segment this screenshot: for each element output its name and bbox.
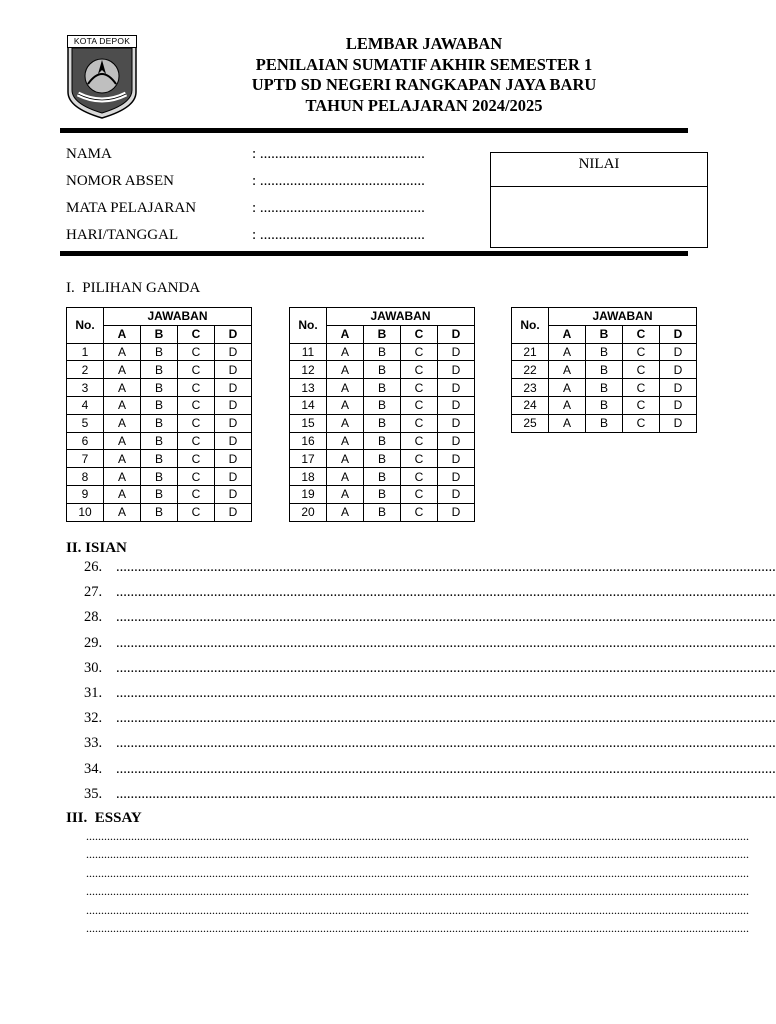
answer-option-d[interactable]: D — [215, 414, 252, 432]
isian-row — [84, 608, 776, 626]
isian-number: 26. — [84, 559, 103, 575]
answer-option-b[interactable]: B — [586, 379, 623, 397]
field-label-hari-tanggal: HARI/TANGGAL — [66, 227, 179, 243]
isian-answer-line[interactable]: ...................................................................................................................................................................................... — [116, 785, 776, 802]
table-row — [67, 396, 252, 414]
answer-option-d[interactable]: D — [215, 485, 252, 503]
answer-option-a[interactable]: A — [104, 379, 141, 397]
answer-option-b[interactable]: B — [364, 379, 401, 397]
answer-option-b[interactable]: B — [364, 450, 401, 468]
answer-option-a[interactable]: A — [104, 450, 141, 468]
answer-option-d[interactable]: D — [438, 450, 475, 468]
header-school: UPTD SD NEGERI RANGKAPAN JAYA BARU — [251, 75, 597, 94]
answer-option-b[interactable]: B — [141, 343, 178, 361]
table-row — [290, 432, 475, 450]
question-number: 14 — [290, 396, 327, 414]
answer-option-d[interactable]: D — [660, 361, 697, 379]
isian-answer-line[interactable]: ...................................................................................................................................................................................... — [116, 735, 776, 752]
table-row — [67, 361, 252, 379]
answer-option-a[interactable]: A — [104, 414, 141, 432]
header-assessment: PENILAIAN SUMATIF AKHIR SEMESTER 1 — [255, 54, 593, 74]
jawaban-header: JAWABAN — [549, 308, 697, 326]
question-number: 25 — [512, 414, 549, 432]
question-number: 21 — [512, 343, 549, 361]
field-label-nomor-absen: NOMOR ABSEN — [66, 173, 174, 189]
isian-number: 28. — [84, 609, 103, 626]
field-input-hari-tanggal[interactable]: : ............................................ — [252, 227, 425, 243]
answer-option-b[interactable]: B — [364, 468, 401, 486]
answer-option-c[interactable]: C — [401, 414, 438, 432]
answer-option-d[interactable]: D — [438, 379, 475, 397]
question-number: 11 — [290, 343, 327, 361]
question-number: 12 — [290, 361, 327, 379]
isian-row — [84, 785, 776, 803]
answer-option-b[interactable]: B — [364, 396, 401, 414]
answer-option-d[interactable]: D — [215, 396, 252, 414]
section-pilihan-ganda-title: I. PILIHAN GANDA — [66, 280, 201, 296]
option-header-a: A — [549, 325, 586, 343]
isian-row — [84, 634, 776, 652]
table-row — [290, 485, 475, 503]
answer-option-b[interactable]: B — [364, 414, 401, 432]
isian-row — [84, 760, 776, 778]
answer-option-d[interactable]: D — [438, 414, 475, 432]
answer-option-c[interactable]: C — [401, 396, 438, 414]
answer-option-b[interactable]: B — [141, 432, 178, 450]
nilai-label: NILAI — [491, 153, 707, 187]
option-header-b: B — [141, 325, 178, 343]
table-row — [512, 379, 697, 397]
answer-option-c[interactable]: C — [178, 450, 215, 468]
isian-row — [84, 684, 776, 702]
question-number: 3 — [67, 379, 104, 397]
isian-answer-line[interactable]: ...................................................................................................................................................................................... — [116, 685, 776, 701]
table-row — [290, 468, 475, 486]
answer-option-c[interactable]: C — [178, 396, 215, 414]
answer-option-b[interactable]: B — [364, 485, 401, 503]
answer-option-a[interactable]: A — [104, 361, 141, 379]
answer-option-c[interactable]: C — [178, 361, 215, 379]
answer-option-a[interactable]: A — [104, 503, 141, 521]
jawaban-header: JAWABAN — [327, 308, 475, 326]
question-number: 6 — [67, 432, 104, 450]
no-header: No. — [290, 308, 327, 344]
answer-option-b[interactable]: B — [364, 503, 401, 521]
answer-option-c[interactable]: C — [401, 432, 438, 450]
answer-table-1 — [66, 307, 252, 522]
section-isian-title: II. ISIAN — [66, 540, 127, 556]
answer-option-a[interactable]: A — [327, 468, 364, 486]
answer-option-d[interactable]: D — [438, 468, 475, 486]
answer-option-a[interactable]: A — [327, 361, 364, 379]
answer-option-c[interactable]: C — [178, 485, 215, 503]
field-input-nama[interactable]: : ............................................ — [252, 146, 425, 162]
answer-table-3 — [511, 307, 697, 433]
answer-option-b[interactable]: B — [364, 432, 401, 450]
jawaban-header: JAWABAN — [104, 308, 252, 326]
answer-option-a[interactable]: A — [104, 468, 141, 486]
answer-option-a[interactable]: A — [327, 343, 364, 361]
isian-answer-line[interactable]: ...................................................................................................................................................................................... — [116, 710, 776, 727]
answer-option-a[interactable]: A — [327, 503, 364, 521]
kota-depok-logo — [64, 34, 140, 120]
table-row — [67, 450, 252, 468]
table-row — [67, 432, 252, 450]
field-label-mata-pelajaran: MATA PELAJARAN — [66, 200, 197, 216]
answer-option-d[interactable]: D — [438, 361, 475, 379]
answer-option-a[interactable]: A — [327, 379, 364, 397]
answer-option-a[interactable]: A — [549, 361, 586, 379]
table-row — [290, 396, 475, 414]
table-row — [67, 485, 252, 503]
isian-answer-line[interactable]: ...................................................................................................................................................................................... — [116, 609, 776, 626]
answer-option-c[interactable]: C — [623, 379, 660, 397]
isian-number: 32. — [84, 710, 103, 727]
table-row — [67, 503, 252, 521]
isian-row — [84, 659, 776, 677]
question-number: 19 — [290, 485, 327, 503]
answer-option-a[interactable]: A — [104, 343, 141, 361]
question-number: 8 — [67, 468, 104, 486]
answer-option-b[interactable]: B — [141, 468, 178, 486]
essay-answer-line[interactable]: ............................................................................................................................................................................................................................. — [86, 921, 749, 935]
answer-option-a[interactable]: A — [327, 485, 364, 503]
answer-option-d[interactable]: D — [215, 432, 252, 450]
table-row — [290, 379, 475, 397]
answer-option-b[interactable]: B — [141, 414, 178, 432]
option-header-c: C — [401, 325, 438, 343]
answer-option-c[interactable]: C — [623, 361, 660, 379]
question-number: 4 — [67, 396, 104, 414]
answer-option-a[interactable]: A — [327, 396, 364, 414]
table-row — [290, 503, 475, 521]
answer-option-d[interactable]: D — [215, 450, 252, 468]
answer-option-d[interactable]: D — [660, 414, 697, 432]
option-header-b: B — [364, 325, 401, 343]
answer-option-c[interactable]: C — [178, 432, 215, 450]
answer-option-d[interactable]: D — [438, 485, 475, 503]
question-number: 22 — [512, 361, 549, 379]
option-header-d: D — [660, 325, 697, 343]
question-number: 7 — [67, 450, 104, 468]
question-number: 16 — [290, 432, 327, 450]
isian-row — [84, 709, 776, 727]
table-row — [512, 343, 697, 361]
answer-option-b[interactable]: B — [141, 396, 178, 414]
answer-option-b[interactable]: B — [586, 396, 623, 414]
question-number: 5 — [67, 414, 104, 432]
answer-option-a[interactable]: A — [104, 432, 141, 450]
answer-option-a[interactable]: A — [327, 414, 364, 432]
answer-option-b[interactable]: B — [586, 343, 623, 361]
answer-option-b[interactable]: B — [364, 343, 401, 361]
answer-option-d[interactable]: D — [660, 343, 697, 361]
answer-option-c[interactable]: C — [401, 450, 438, 468]
answer-option-c[interactable]: C — [401, 343, 438, 361]
answer-option-c[interactable]: C — [401, 361, 438, 379]
answer-option-c[interactable]: C — [623, 396, 660, 414]
answer-option-b[interactable]: B — [364, 361, 401, 379]
option-header-c: C — [623, 325, 660, 343]
answer-option-a[interactable]: A — [549, 396, 586, 414]
answer-option-d[interactable]: D — [660, 396, 697, 414]
isian-number: 27. — [84, 584, 103, 601]
answer-option-d[interactable]: D — [215, 343, 252, 361]
question-number: 2 — [67, 361, 104, 379]
table-row — [512, 414, 697, 432]
answer-option-d[interactable]: D — [438, 343, 475, 361]
isian-row — [84, 558, 776, 576]
table-row — [290, 450, 475, 468]
isian-row — [84, 734, 776, 752]
field-label-nama: NAMA — [66, 146, 112, 162]
nilai-box — [490, 152, 708, 248]
option-header-d: D — [438, 325, 475, 343]
answer-option-b[interactable]: B — [586, 414, 623, 432]
section-essay-title: III. ESSAY — [66, 810, 142, 826]
no-header: No. — [512, 308, 549, 344]
question-number: 17 — [290, 450, 327, 468]
isian-number: 30. — [84, 659, 103, 676]
answer-option-a[interactable]: A — [549, 379, 586, 397]
answer-option-c[interactable]: C — [401, 468, 438, 486]
isian-number: 33. — [84, 735, 103, 752]
answer-option-d[interactable]: D — [215, 503, 252, 521]
table-row — [290, 343, 475, 361]
answer-option-b[interactable]: B — [141, 361, 178, 379]
answer-option-b[interactable]: B — [586, 361, 623, 379]
table-row — [290, 361, 475, 379]
isian-number: 29. — [84, 634, 103, 651]
essay-answer-line[interactable]: ............................................................................................................................................................................................................................. — [86, 884, 749, 899]
answer-option-c[interactable]: C — [178, 343, 215, 361]
question-number: 23 — [512, 379, 549, 397]
question-number: 9 — [67, 485, 104, 503]
isian-answer-line[interactable]: ...................................................................................................................................................................................... — [116, 659, 776, 676]
answer-option-b[interactable]: B — [141, 379, 178, 397]
answer-option-c[interactable]: C — [178, 503, 215, 521]
nilai-score-area[interactable] — [491, 187, 707, 247]
logo-text: KOTA DEPOK — [67, 35, 137, 48]
answer-option-d[interactable]: D — [215, 379, 252, 397]
table-row — [67, 379, 252, 397]
answer-option-c[interactable]: C — [401, 503, 438, 521]
answer-option-d[interactable]: D — [215, 468, 252, 486]
table-row — [67, 343, 252, 361]
document-header — [150, 34, 698, 116]
isian-number: 31. — [84, 685, 103, 701]
answer-option-b[interactable]: B — [141, 503, 178, 521]
answer-option-d[interactable]: D — [215, 361, 252, 379]
essay-answer-line[interactable]: ............................................................................................................................................................................................................................. — [86, 865, 749, 880]
answer-option-c[interactable]: C — [401, 379, 438, 397]
question-number: 15 — [290, 414, 327, 432]
question-number: 18 — [290, 468, 327, 486]
answer-option-a[interactable]: A — [104, 396, 141, 414]
isian-answer-line[interactable]: ...................................................................................................................................................................................... — [116, 584, 776, 601]
option-header-d: D — [215, 325, 252, 343]
option-header-c: C — [178, 325, 215, 343]
isian-answer-line[interactable]: ...................................................................................................................................................................................... — [116, 559, 776, 575]
no-header: No. — [67, 308, 104, 344]
isian-number: 34. — [84, 760, 103, 777]
table-row — [512, 396, 697, 414]
option-header-a: A — [104, 325, 141, 343]
answer-option-a[interactable]: A — [549, 414, 586, 432]
answer-option-c[interactable]: C — [178, 414, 215, 432]
answer-option-c[interactable]: C — [623, 414, 660, 432]
answer-option-a[interactable]: A — [327, 450, 364, 468]
header-divider — [60, 128, 688, 133]
header-year: TAHUN PELAJARAN 2024/2025 — [305, 95, 543, 115]
question-number: 1 — [67, 343, 104, 361]
isian-row — [84, 583, 776, 601]
isian-answer-line[interactable]: ...................................................................................................................................................................................... — [116, 634, 776, 651]
answer-option-a[interactable]: A — [549, 343, 586, 361]
answer-option-c[interactable]: C — [178, 468, 215, 486]
option-header-b: B — [586, 325, 623, 343]
answer-option-d[interactable]: D — [438, 396, 475, 414]
answer-option-b[interactable]: B — [141, 485, 178, 503]
essay-answer-line[interactable]: ............................................................................................................................................................................................................................. — [86, 847, 749, 862]
answer-option-a[interactable]: A — [104, 485, 141, 503]
isian-answer-line[interactable]: ...................................................................................................................................................................................... — [116, 760, 776, 777]
question-number: 13 — [290, 379, 327, 397]
option-header-a: A — [327, 325, 364, 343]
answer-table-2 — [289, 307, 475, 522]
answer-option-c[interactable]: C — [178, 379, 215, 397]
field-input-nomor-absen[interactable]: : ............................................ — [252, 173, 425, 189]
answer-option-c[interactable]: C — [401, 485, 438, 503]
answer-option-d[interactable]: D — [438, 432, 475, 450]
identity-divider — [60, 251, 688, 256]
question-number: 10 — [67, 503, 104, 521]
field-input-mata-pelajaran[interactable]: : ............................................ — [252, 200, 425, 216]
question-number: 20 — [290, 503, 327, 521]
table-row — [67, 468, 252, 486]
answer-option-a[interactable]: A — [327, 432, 364, 450]
question-number: 24 — [512, 396, 549, 414]
essay-answer-line[interactable]: ............................................................................................................................................................................................................................. — [86, 829, 749, 843]
answer-option-c[interactable]: C — [623, 343, 660, 361]
answer-option-d[interactable]: D — [438, 503, 475, 521]
answer-option-d[interactable]: D — [660, 379, 697, 397]
table-row — [512, 361, 697, 379]
table-row — [290, 414, 475, 432]
answer-option-b[interactable]: B — [141, 450, 178, 468]
isian-number: 35. — [84, 785, 103, 802]
essay-answer-line[interactable]: ............................................................................................................................................................................................................................. — [86, 902, 749, 917]
header-title: LEMBAR JAWABAN — [345, 34, 503, 53]
table-row — [67, 414, 252, 432]
